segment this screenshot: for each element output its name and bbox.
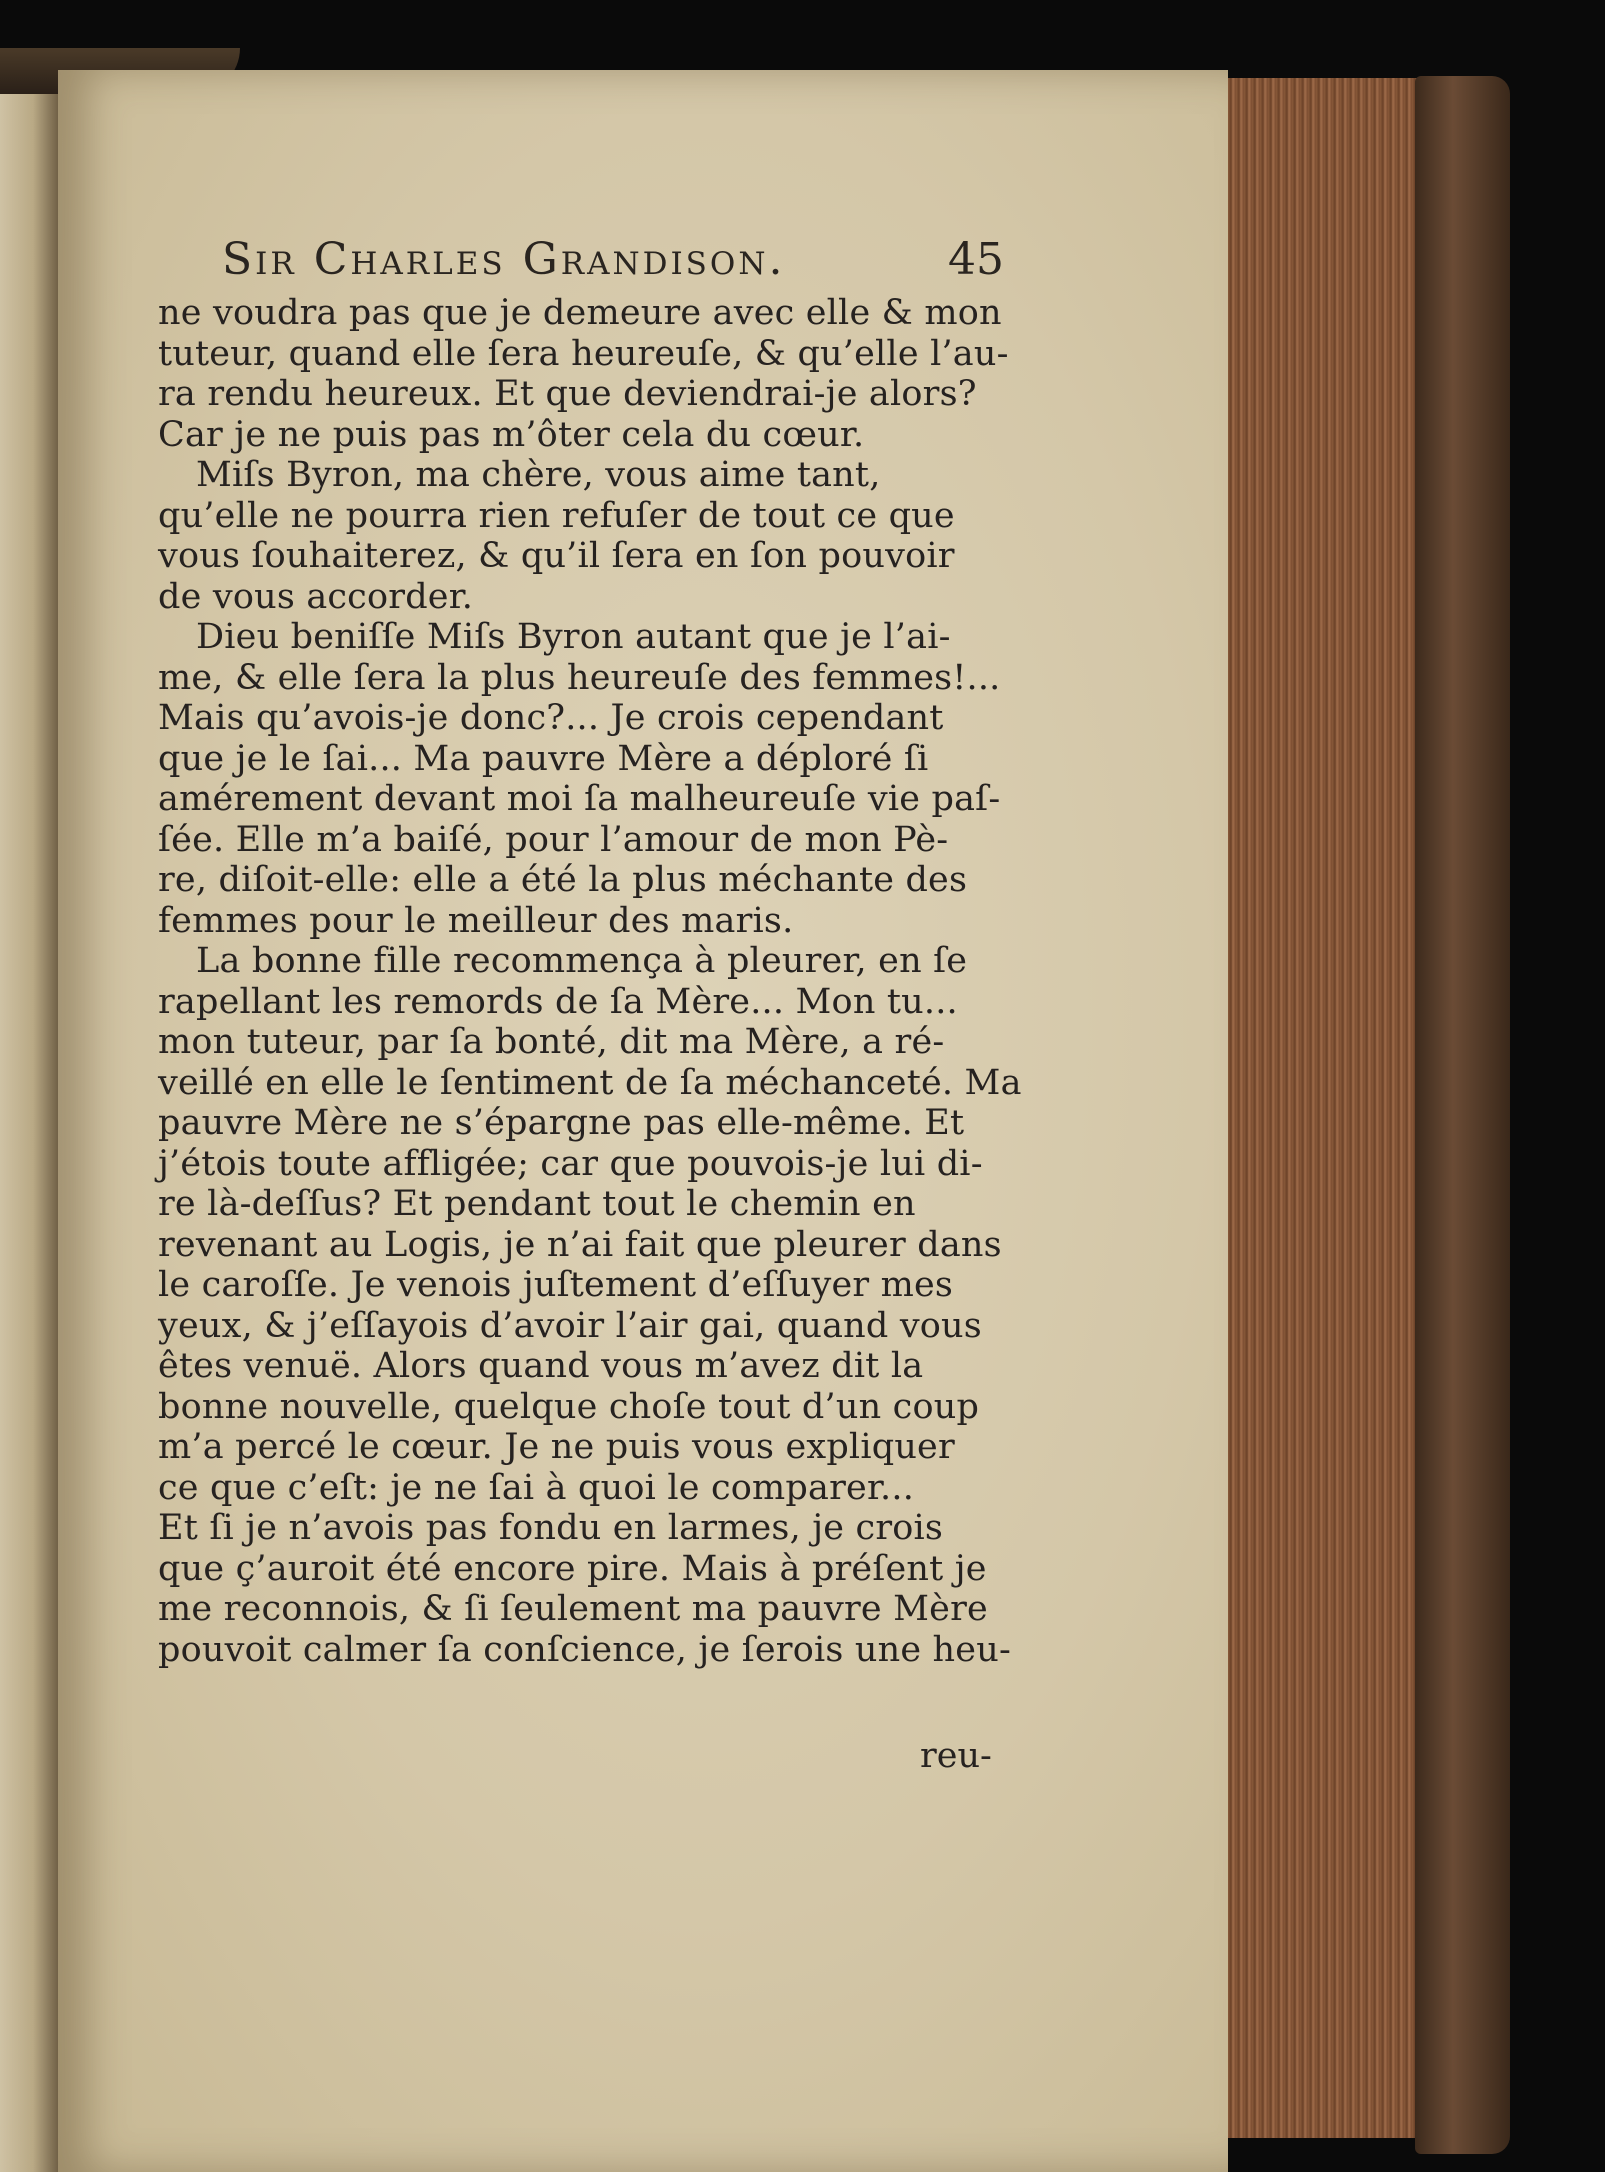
text-line: revenant au Logis, je n’ai fait que pleurer dans <box>158 1224 1002 1265</box>
catchword: reu- <box>920 1736 992 1776</box>
text-line: m’a percé le cœur. Je ne puis vous expliquer <box>158 1427 955 1467</box>
text-line: ce que c’eſt: je ne ſai à quoi le comparer... <box>158 1467 915 1508</box>
body-text <box>158 293 1020 1670</box>
text-line: me reconnois, & ſi ſeulement ma pauvre Mère <box>158 1589 988 1629</box>
text-line: mon tuteur, par ſa bonté, dit ma Mère, a ré- <box>158 1022 945 1062</box>
text-line: pauvre Mère ne s’épargne pas elle-même. Et <box>158 1103 965 1143</box>
text-line: le caroſſe. Je venois juſtement d’eſſuyer mes <box>158 1265 954 1305</box>
text-line: j’étois toute affligée; car que pouvois-je lui di- <box>158 1143 983 1184</box>
text-line: de vous accorder. <box>158 576 474 617</box>
text-line: pouvoit calmer ſa conſcience, je ſerois une heu- <box>158 1629 1011 1670</box>
text-line: rapellant les remords de ſa Mère... Mon tu... <box>158 981 958 1022</box>
book-cover <box>1415 76 1510 2154</box>
text-line: veillé en elle le ſentiment de ſa méchanceté. Ma <box>158 1062 1022 1103</box>
page-number: 45 <box>948 234 1004 285</box>
text-line: Mais qu’avois-je donc?... Je crois cependant <box>158 698 944 738</box>
text-line: que ç’auroit été encore pire. Mais à préſent je <box>158 1548 987 1589</box>
text-line: bonne nouvelle, quelque choſe tout d’un coup <box>158 1386 980 1427</box>
text-line: re, diſoit-elle: elle a été la plus méchante des <box>158 860 968 900</box>
text-line: ra rendu heureux. Et que deviendrai-je alors? <box>158 374 977 414</box>
running-title: Sir Charles Grandison. <box>222 234 786 285</box>
text-line: amérement devant moi ſa malheureuſe vie paſ- <box>158 779 1001 819</box>
text-line: que je le ſai... Ma pauvre Mère a déploré ſi <box>158 738 929 779</box>
page-fore-edge <box>1212 78 1427 2138</box>
text-line: yeux, & j’eſſayois d’avoir l’air gai, quand vous <box>158 1305 982 1346</box>
facing-page-edge <box>0 62 60 2172</box>
text-line: Et ſi je n’avois pas fondu en larmes, je crois <box>158 1508 944 1548</box>
text-line: tuteur, quand elle ſera heureuſe, & qu’elle l’au- <box>158 333 1009 374</box>
text-line: Miſs Byron, ma chère, vous aime tant, <box>196 455 881 495</box>
page-header <box>222 228 1004 292</box>
text-line: femmes pour le meilleur des maris. <box>158 900 794 941</box>
text-line: La bonne fille recommença à pleurer, en ſe <box>196 941 968 981</box>
text-line: êtes venuë. Alors quand vous m’avez dit la <box>158 1346 924 1386</box>
text-line: Dieu beniſſe Miſs Byron autant que je l’ai- <box>196 617 951 657</box>
text-line: me, & elle ſera la plus heureuſe des femmes!... <box>158 657 1001 698</box>
text-line: re là-deſſus? Et pendant tout le chemin en <box>158 1184 916 1224</box>
text-line: Car je ne puis pas m’ôter cela du cœur. <box>158 414 865 455</box>
text-line: ne voudra pas que je demeure avec elle & mon <box>158 293 1002 333</box>
text-line: qu’elle ne pourra rien refuſer de tout ce que <box>158 495 955 536</box>
text-line: vous ſouhaiterez, & qu’il ſera en ſon pouvoir <box>158 536 955 576</box>
text-line: ſée. Elle m’a baiſé, pour l’amour de mon Pè- <box>158 819 949 860</box>
